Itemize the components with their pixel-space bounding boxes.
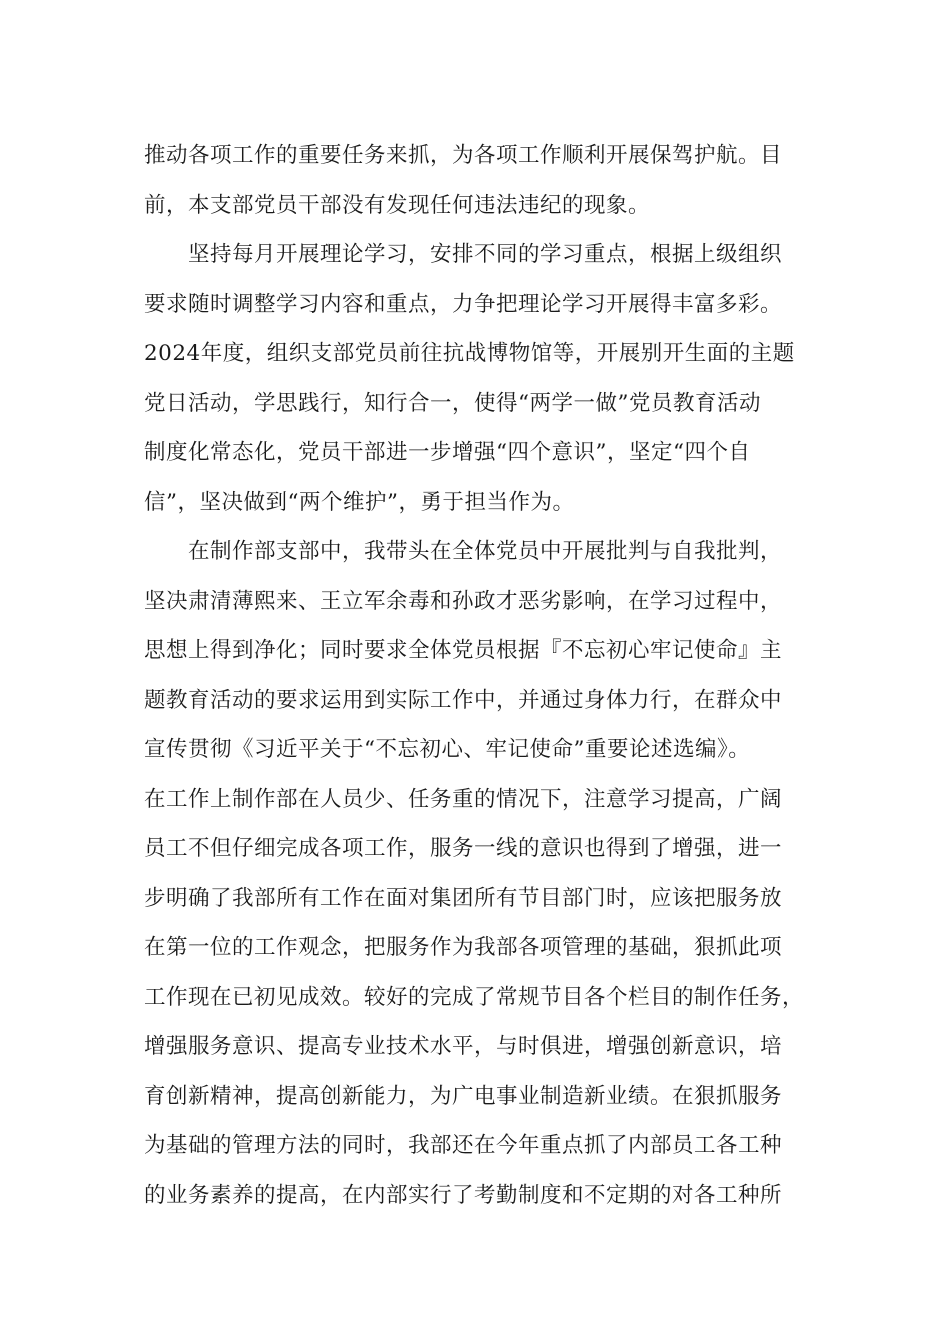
text-line: 前，本支部党员干部没有发现任何违法违纪的现象。: [144, 192, 651, 218]
text-line: 坚持每月开展理论学习，安排不同的学习重点，根据上级组织: [188, 242, 783, 267]
text-line: 在第一位的工作观念，把服务作为我部各项管理的基础，狠抓此项: [144, 935, 783, 960]
text-line: 为基础的管理方法的同时，我部还在今年重点抓了内部员工各工种: [144, 1133, 783, 1158]
text-line: 推动各项工作的重要任务来抓，为各项工作顺利开展保驾护航。目: [144, 143, 783, 168]
text-line: 步明确了我部所有工作在面对集团所有节目部门时，应该把服务放: [144, 885, 783, 911]
document-body: [144, 131, 814, 1220]
text-line: 思想上得到净化；同时要求全体党员根据『不忘初心牢记使命』主: [144, 638, 783, 663]
text-line: 信”，坚决做到“两个维护”，勇于担当作为。: [144, 489, 575, 515]
text-line: 员工不但仔细完成各项工作，服务一线的意识也得到了增强，进一: [144, 836, 783, 861]
text-line: 题教育活动的要求运用到实际工作中，并通过身体力行，在群众中: [144, 687, 783, 713]
text-line: 工作现在已初见成效。较好的完成了常规节目各个栏目的制作任务，: [144, 984, 805, 1010]
text-line: 的业务素养的提高，在内部实行了考勤制度和不定期的对各工种所: [144, 1182, 783, 1208]
text-line: 在制作部支部中，我带头在全体党员中开展批判与自我批判，: [188, 539, 783, 564]
text-line: 坚决肃清薄熙来、王立军余毒和孙政才恶劣影响，在学习过程中，: [144, 588, 783, 614]
text-line: 育创新精神，提高创新能力，为广电事业制造新业绩。在狠抓服务: [144, 1083, 783, 1109]
text-line: 增强服务意识、提高专业技术水平，与时俱进，增强创新意识，培: [144, 1034, 783, 1059]
text-line: 要求随时调整学习内容和重点，力争把理论学习开展得丰富多彩。: [144, 291, 783, 317]
text-line: 2024年度，组织支部党员前往抗战博物馆等，开展别开生面的主题: [144, 341, 795, 366]
text-line: 党日活动，学思践行，知行合一，使得“两学一做”党员教育活动: [144, 390, 761, 416]
text-line: 制度化常态化，党员干部进一步增强“四个意识”，坚定“四个自: [144, 440, 751, 465]
text-line: 在工作上制作部在人员少、任务重的情况下，注意学习提高，广阔: [144, 786, 783, 812]
text-line: 宣传贯彻《习近平关于“不忘初心、牢记使命”重要论述选编》。: [144, 737, 751, 762]
